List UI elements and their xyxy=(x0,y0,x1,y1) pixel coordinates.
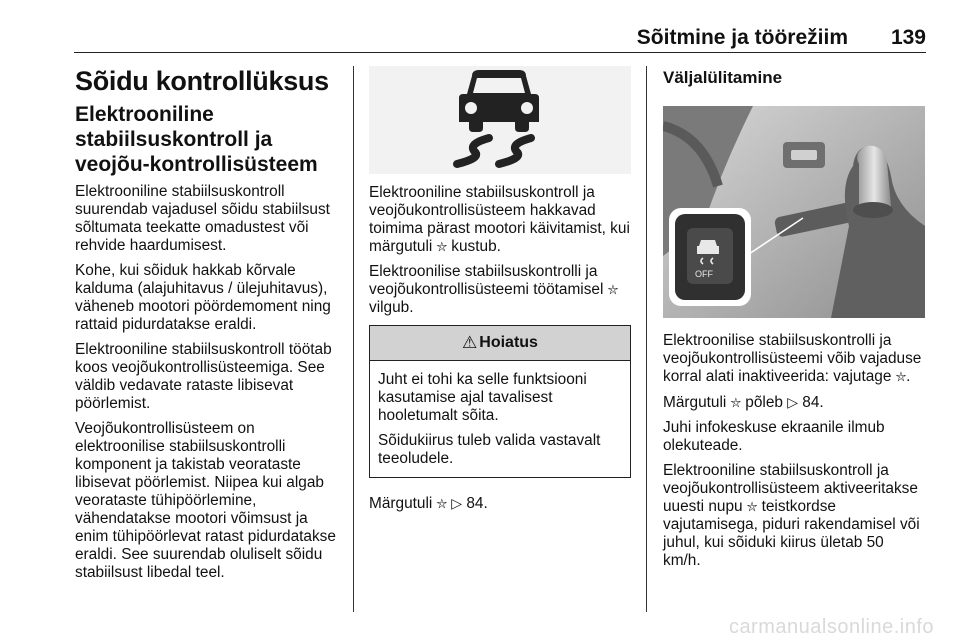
warning-title: Hoiatus xyxy=(479,334,538,351)
page-number: 139 xyxy=(890,26,926,49)
car-skid-icon: ⛦ xyxy=(607,282,619,297)
page-header xyxy=(74,22,926,53)
paragraph: Veojõukontrollisüsteem on elektroonilise stabiilsuskontrolli komponent ja takistab veorataste libisevat pöörlemist. Niipea kui algab veorataste tühipöörlemine, vähendatakse mootori võimsust ja enim tühipöörlevat ratast pidurdatakse eraldi. See suurendab oluliselt sõidu stabiilsust libedal teel. xyxy=(75,420,336,581)
column-divider xyxy=(353,66,354,612)
warning-icon: ⚠ xyxy=(462,333,478,352)
paragraph: Elektroonilise stabiilsuskontrolli ja veojõukontrollisüsteemi võib vajaduse korral alati inaktiveerida: vajutage ⛦. xyxy=(663,332,922,385)
car-skid-icon xyxy=(369,66,631,174)
car-skid-icon: ⛦ xyxy=(436,239,447,254)
column-divider xyxy=(646,66,647,612)
off-button-label: OFF xyxy=(695,269,713,279)
paragraph: Elektrooniline stabiilsuskontroll ja veojõukontrollisüsteem hakkavad toimima pärast mootori käivitamist, kui märgutuli ⛦ kustub. xyxy=(369,184,630,255)
esc-off-icon: ⛦ xyxy=(730,395,741,410)
paragraph: Elektrooniline stabiilsuskontroll suurendab vajadusel sõidu stabiilsust sõltumata teekatte omadustest või rehvide haardumisest. xyxy=(75,183,330,254)
reference-arrow-icon: ▷ xyxy=(451,495,463,511)
column-1 xyxy=(75,66,341,589)
esc-off-icon: ⛦ xyxy=(746,499,758,514)
section-heading: Väljalülitamine xyxy=(663,68,783,87)
watermark: carmanualsonline.info xyxy=(728,616,934,638)
warning-box xyxy=(369,325,631,478)
main-heading: Sõidu kontrollüksus xyxy=(75,66,329,96)
paragraph: Märgutuli ⛦ ▷ 84. xyxy=(369,495,488,512)
paragraph: Elektrooniline stabiilsuskontroll töötab koos veojõukontrollisüsteemiga. See väldib vedavate rataste libisevat pöörlemist. xyxy=(75,341,332,412)
section-title: Sõitmine ja töörežiim xyxy=(636,26,848,49)
paragraph: Elektrooniline stabiilsuskontroll ja veojõukontrollisüsteem aktiveeritakse uuesti nupu ⛦ teistkordse vajutamisega, piduri rakendamisel või juhul, kui sõiduki kiirus ületab 50 km/h. xyxy=(663,462,920,569)
center-console-illustration xyxy=(663,106,925,318)
esc-off-icon: ⛦ xyxy=(895,369,907,384)
paragraph: Sõidukiirus tuleb valida vastavalt teeoludele. xyxy=(378,432,601,467)
column-2 xyxy=(369,66,631,520)
paragraph: Kohe, kui sõiduk hakkab kõrvale kalduma (alajuhitavus / ülejuhitavus), väheneb mootori pöördemoment ning rattaid pidurdatakse eraldi. xyxy=(75,262,331,333)
reference-arrow-icon: ▷ xyxy=(787,394,799,410)
esc-symbol-illustration xyxy=(369,66,631,174)
paragraph: Elektroonilise stabiilsuskontrolli ja veojõukontrollisüsteemi töötamisel ⛦ vilgub. xyxy=(369,263,619,316)
subheading: Elektrooniline stabiilsuskontroll ja veojõu-kontrollisüsteem xyxy=(75,103,318,176)
car-skid-icon: ⛦ xyxy=(436,496,447,511)
console-photo xyxy=(663,106,925,318)
paragraph: Märgutuli ⛦ põleb ▷ 84. xyxy=(663,394,824,411)
paragraph: Juht ei tohi ka selle funktsiooni kasutamise ajal tavalisest hooletumalt sõita. xyxy=(378,371,587,424)
warning-header xyxy=(370,326,630,361)
paragraph: Juhi infokeskuse ekraanile ilmub olekuteade. xyxy=(663,419,885,454)
warning-body xyxy=(370,361,630,477)
column-3 xyxy=(663,66,925,577)
